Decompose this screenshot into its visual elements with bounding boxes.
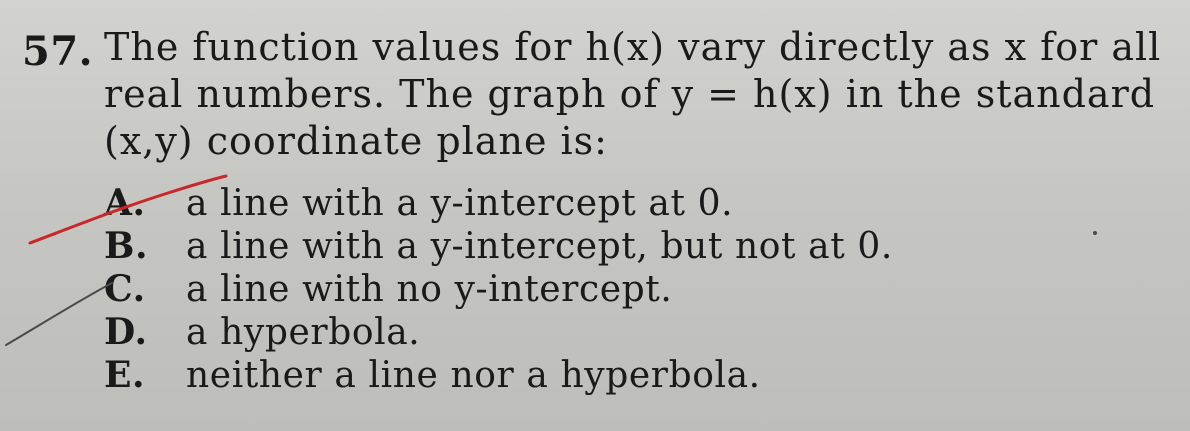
question-stem bbox=[104, 24, 1179, 165]
choice-text: a hyperbola. bbox=[186, 312, 421, 353]
question-number: 57. bbox=[22, 28, 94, 75]
answer-choices bbox=[104, 182, 893, 397]
choice-e[interactable] bbox=[104, 354, 893, 397]
choice-b[interactable] bbox=[104, 225, 893, 268]
choice-letter: A. bbox=[104, 182, 146, 224]
choice-text: a line with no y-intercept. bbox=[186, 269, 673, 310]
choice-c[interactable] bbox=[104, 268, 893, 311]
choice-letter: E. bbox=[104, 354, 146, 396]
choice-text: a line with a y-intercept at 0. bbox=[186, 183, 734, 224]
stem-line: (x,y) coordinate plane is: bbox=[104, 119, 608, 163]
stem-line: real numbers. The graph of y = h(x) in the standard bbox=[104, 72, 1156, 116]
choice-d[interactable] bbox=[104, 311, 893, 354]
choice-text: a line with a y-intercept, but not at 0. bbox=[186, 226, 893, 267]
choice-letter: B. bbox=[104, 225, 149, 267]
pencil-strike-mark bbox=[6, 283, 112, 345]
pencil-dot-mark bbox=[1093, 231, 1097, 235]
choice-letter: C. bbox=[104, 268, 146, 310]
choice-text: neither a line nor a hyperbola. bbox=[186, 355, 761, 396]
choice-a[interactable] bbox=[104, 182, 893, 225]
choice-letter: D. bbox=[104, 311, 148, 353]
stem-line: The function values for h(x) vary directly as x for all bbox=[104, 25, 1162, 69]
